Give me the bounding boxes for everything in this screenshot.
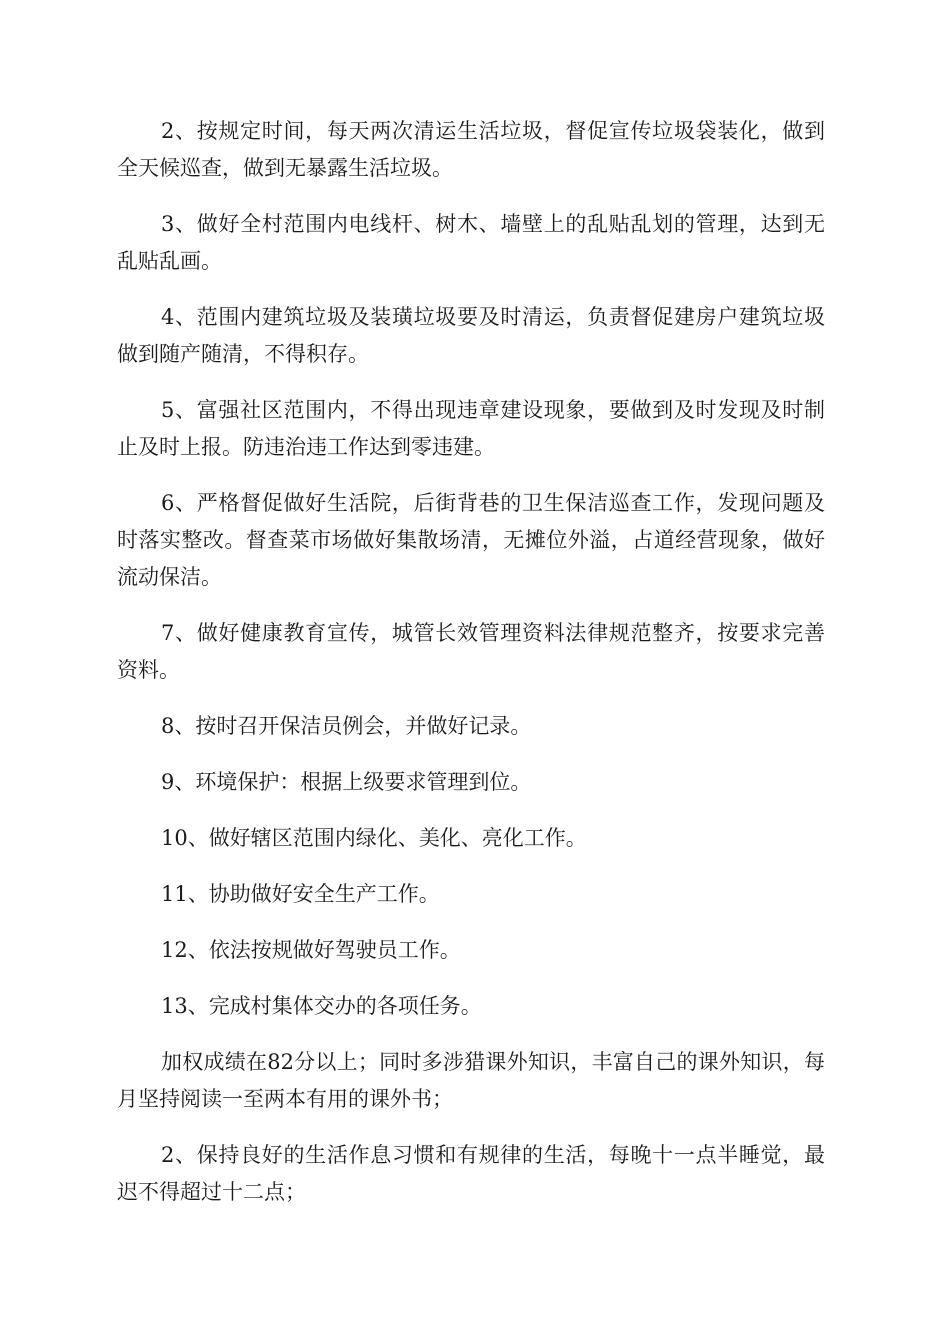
- paragraph-item-5-illegal-building: 5、富强社区范围内，不得出现违章建设现象，要做到及时发现及时制止及时上报。防违治违工作达到零违建。: [117, 398, 825, 459]
- paragraph-item-2-garbage: 2、按规定时间，每天两次清运生活垃圾，督促宣传垃圾袋装化，做到全天候巡查，做到无暴露生活垃圾。: [117, 119, 825, 180]
- document-body: [117, 113, 825, 1230]
- paragraph-study-goal: 加权成绩在82分以上；同时多涉猎课外知识，丰富自己的课外知识，每月坚持阅读一至两本有用的课外书；: [117, 1050, 825, 1111]
- paragraph-item-7-health-education: 7、做好健康教育宣传，城管长效管理资料法律规范整齐，按要求完善资料。: [117, 621, 825, 682]
- paragraph-item-6-inspection: 6、严格督促做好生活院，后街背巷的卫生保洁巡查工作，发现问题及时落实整改。督查菜市场做好集散场清，无摊位外溢，占道经营现象，做好流动保洁。: [117, 491, 825, 589]
- paragraph-item-9-environment: 9、环境保护：根据上级要求管理到位。: [161, 770, 532, 794]
- paragraph-item-11-safety: 11、协助做好安全生产工作。: [161, 882, 440, 906]
- paragraph-item-8-meeting: 8、按时召开保洁员例会，并做好记录。: [161, 714, 532, 738]
- paragraph-routine: 2、保持良好的生活作息习惯和有规律的生活，每晚十一点半睡觉，最迟不得超过十二点；: [117, 1143, 825, 1204]
- paragraph-item-4-construction-waste: 4、范围内建筑垃圾及装璜垃圾要及时清运，负责督促建房户建筑垃圾做到随产随清，不得积存。: [117, 305, 825, 366]
- paragraph-item-3-posters: 3、做好全村范围内电线杆、树木、墙壁上的乱贴乱划的管理，达到无乱贴乱画。: [117, 212, 825, 273]
- paragraph-item-12-driver: 12、依法按规做好驾驶员工作。: [161, 938, 461, 962]
- paragraph-item-13-tasks: 13、完成村集体交办的各项任务。: [161, 994, 482, 1018]
- paragraph-item-10-greening: 10、做好辖区范围内绿化、美化、亮化工作。: [161, 826, 587, 850]
